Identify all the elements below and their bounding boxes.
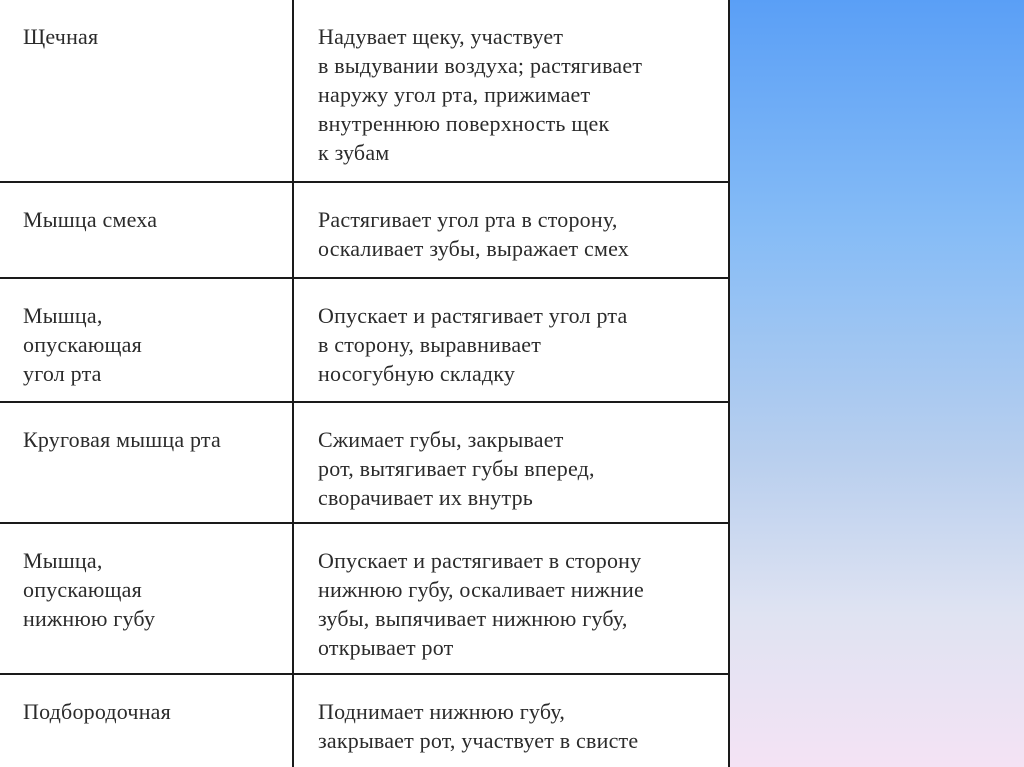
muscle-function-cell — [293, 674, 728, 767]
function-line: к зубам — [318, 140, 390, 165]
muscle-name-line: Мышца смеха — [23, 207, 158, 232]
muscle-name-cell — [0, 182, 293, 278]
function-line: Опускает и растягивает угол рта — [318, 303, 628, 328]
slide-background-gradient — [730, 0, 1024, 767]
function-line: оскаливает зубы, выражает смех — [318, 236, 629, 261]
table-row — [0, 0, 728, 182]
function-line: внутреннюю поверхность щек — [318, 111, 610, 136]
function-line: нижнюю губу, оскаливает нижние — [318, 577, 644, 602]
function-line: Опускает и растягивает в сторону — [318, 548, 642, 573]
table-row — [0, 278, 728, 402]
function-line: в выдувании воздуха; растягивает — [318, 53, 643, 78]
function-line: Поднимает нижнюю губу, — [318, 699, 566, 724]
muscle-name-line: Подбородочная — [23, 699, 171, 724]
muscle-name-line: Круговая мышца рта — [23, 427, 221, 452]
table-row — [0, 523, 728, 674]
muscle-function-cell — [293, 402, 728, 523]
function-line: носогубную складку — [318, 361, 516, 386]
muscle-function-cell — [293, 523, 728, 674]
function-line: Сжимает губы, закрывает — [318, 427, 564, 452]
function-line: Надувает щеку, участвует — [318, 24, 564, 49]
function-line: зубы, выпячивает нижнюю губу, — [318, 606, 628, 631]
muscle-name-line: Щечная — [23, 24, 99, 49]
muscle-name-cell — [0, 402, 293, 523]
muscle-name-cell — [0, 523, 293, 674]
function-line: рот, вытягивает губы вперед, — [318, 456, 595, 481]
table-row — [0, 182, 728, 278]
muscle-function-cell — [293, 182, 728, 278]
muscle-name-line: опускающая — [23, 332, 142, 357]
function-line: в сторону, выравнивает — [318, 332, 542, 357]
muscle-name-cell — [0, 0, 293, 182]
function-line: закрывает рот, участвует в свисте — [318, 728, 639, 753]
table-row — [0, 402, 728, 523]
muscle-name-line: Мышца, — [23, 548, 103, 573]
muscle-name-line: нижнюю губу — [23, 606, 156, 631]
table-row — [0, 674, 728, 767]
muscle-function-cell — [293, 0, 728, 182]
muscle-function-cell — [293, 278, 728, 402]
muscle-name-line: опускающая — [23, 577, 142, 602]
muscle-name-line: угол рта — [23, 361, 102, 386]
function-line: сворачивает их внутрь — [318, 485, 534, 510]
muscle-name-cell — [0, 278, 293, 402]
muscle-name-cell — [0, 674, 293, 767]
function-line: открывает рот — [318, 635, 454, 660]
function-line: наружу угол рта, прижимает — [318, 82, 591, 107]
function-line: Растягивает угол рта в сторону, — [318, 207, 618, 232]
muscle-name-line: Мышца, — [23, 303, 103, 328]
